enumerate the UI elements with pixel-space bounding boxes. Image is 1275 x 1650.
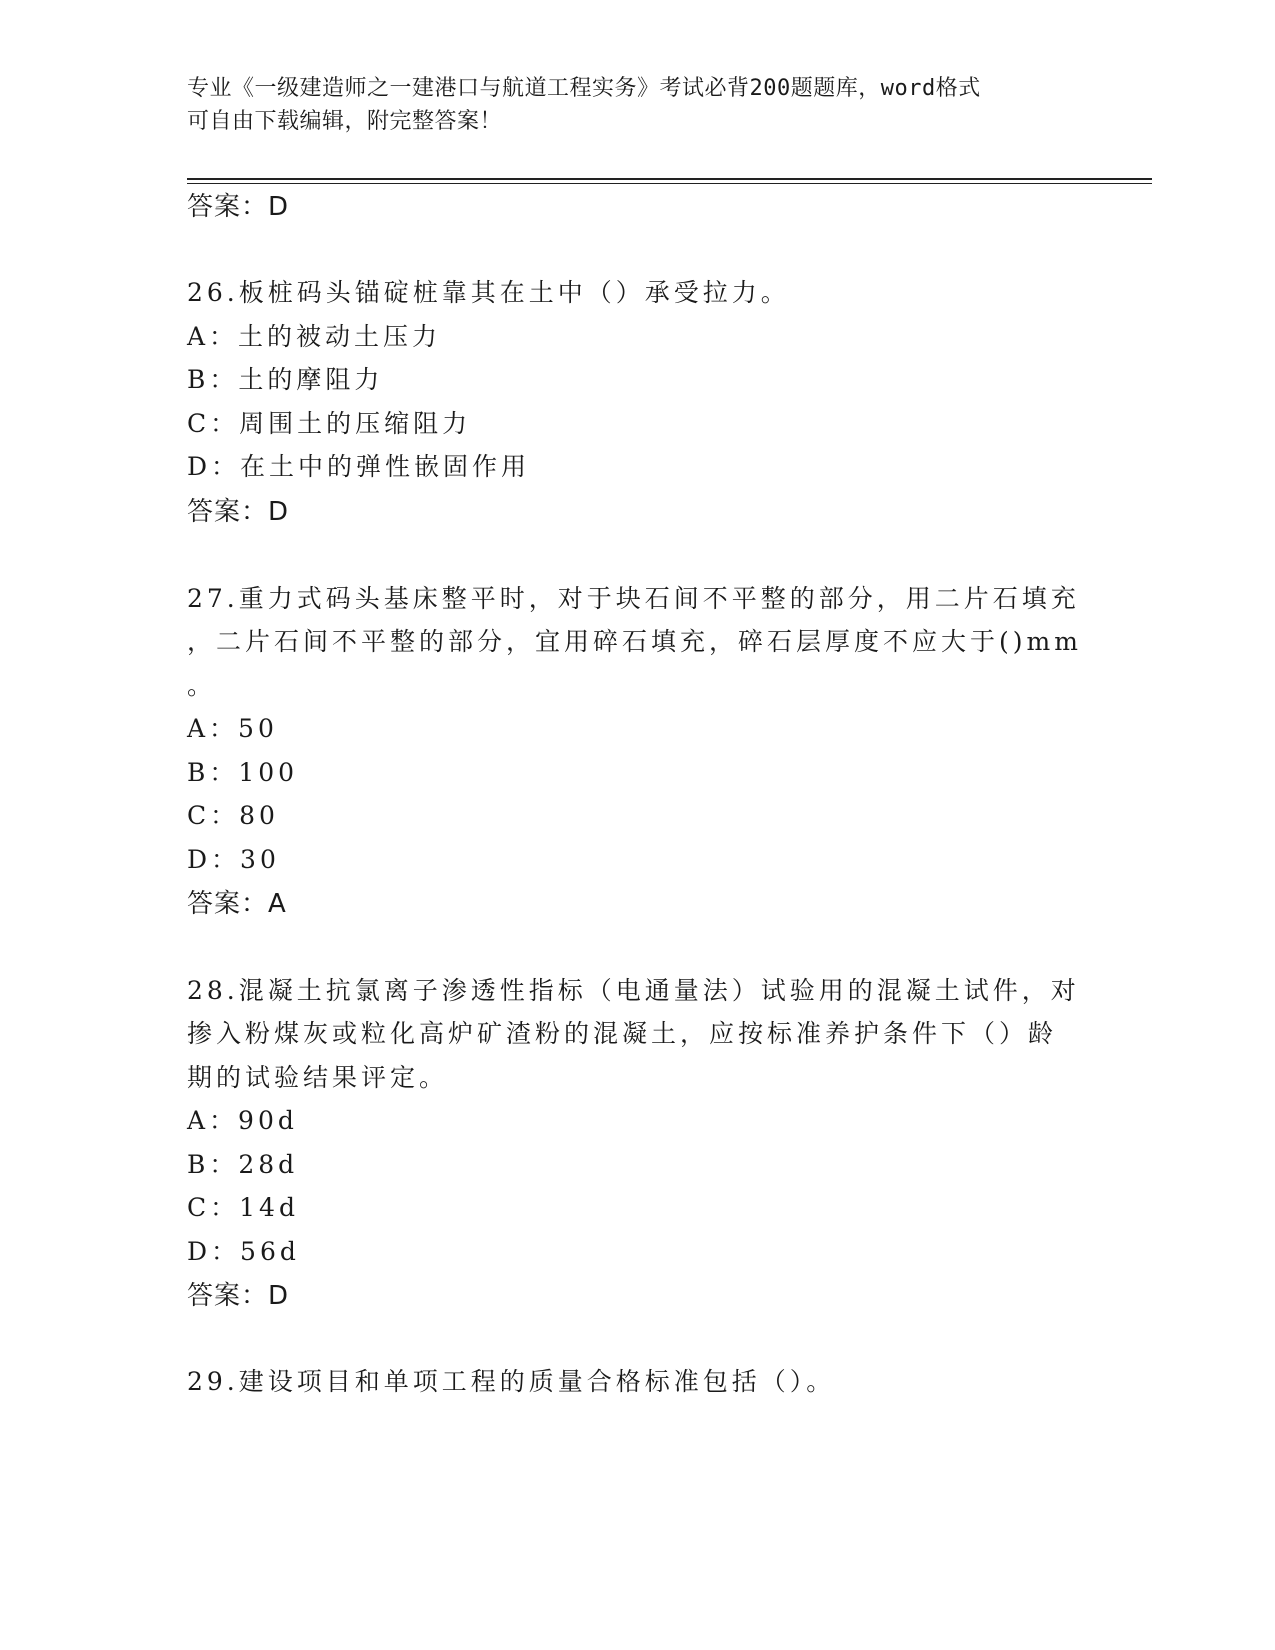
header-divider-thin <box>187 183 1152 184</box>
question-28-text-line-1: 28.混凝土抗氯离子渗透性指标（电通量法）试验用的混凝土试件，对 <box>187 976 1080 1005</box>
question-27-text-line-3: 。 <box>187 671 217 700</box>
question-28-text-line-3: 期的试验结果评定。 <box>187 1063 449 1092</box>
question-27-option-d: D：30 <box>187 845 280 874</box>
question-27-answer: 答案：A <box>187 889 287 919</box>
question-27-option-a: A：50 <box>187 714 278 743</box>
question-29-text: 29.建设项目和单项工程的质量合格标准包括（）。 <box>187 1367 836 1396</box>
answer-25: 答案：D <box>187 192 290 222</box>
question-26-option-a: A：土的被动土压力 <box>187 322 442 351</box>
question-26-answer: 答案：D <box>187 497 290 527</box>
question-28-option-c: C：14d <box>187 1193 299 1222</box>
header-line-2: 可自由下载编辑，附完整答案！ <box>187 109 503 134</box>
question-28-option-b: B：28d <box>187 1150 299 1179</box>
question-27-text-line-2: ，二片石间不平整的部分，宜用碎石填充，碎石层厚度不应大于()mm <box>187 627 1082 656</box>
question-27-option-c: C：80 <box>187 801 279 830</box>
header-divider <box>187 178 1152 180</box>
document-header <box>187 72 1067 138</box>
question-27-option-b: B：100 <box>187 758 299 787</box>
question-26-option-c: C：周围土的压缩阻力 <box>187 409 472 438</box>
question-28-option-a: A：90d <box>187 1106 298 1135</box>
question-26-text: 26.板桩码头锚碇桩靠其在土中（）承受拉力。 <box>187 278 790 307</box>
question-28-text-line-2: 掺入粉煤灰或粒化高炉矿渣粉的混凝土，应按标准养护条件下（）龄 <box>187 1019 1058 1048</box>
question-26-option-b: B：土的摩阻力 <box>187 365 384 394</box>
question-28-answer: 答案：D <box>187 1281 290 1311</box>
header-line-1: 专业《一级建造师之一建港口与航道工程实务》考试必背200题题库，word格式 <box>187 76 981 101</box>
question-28-option-d: D：56d <box>187 1237 300 1266</box>
question-27-text-line-1: 27.重力式码头基床整平时，对于块石间不平整的部分，用二片石填充 <box>187 584 1080 613</box>
question-26-option-d: D：在土中的弹性嵌固作用 <box>187 452 531 481</box>
